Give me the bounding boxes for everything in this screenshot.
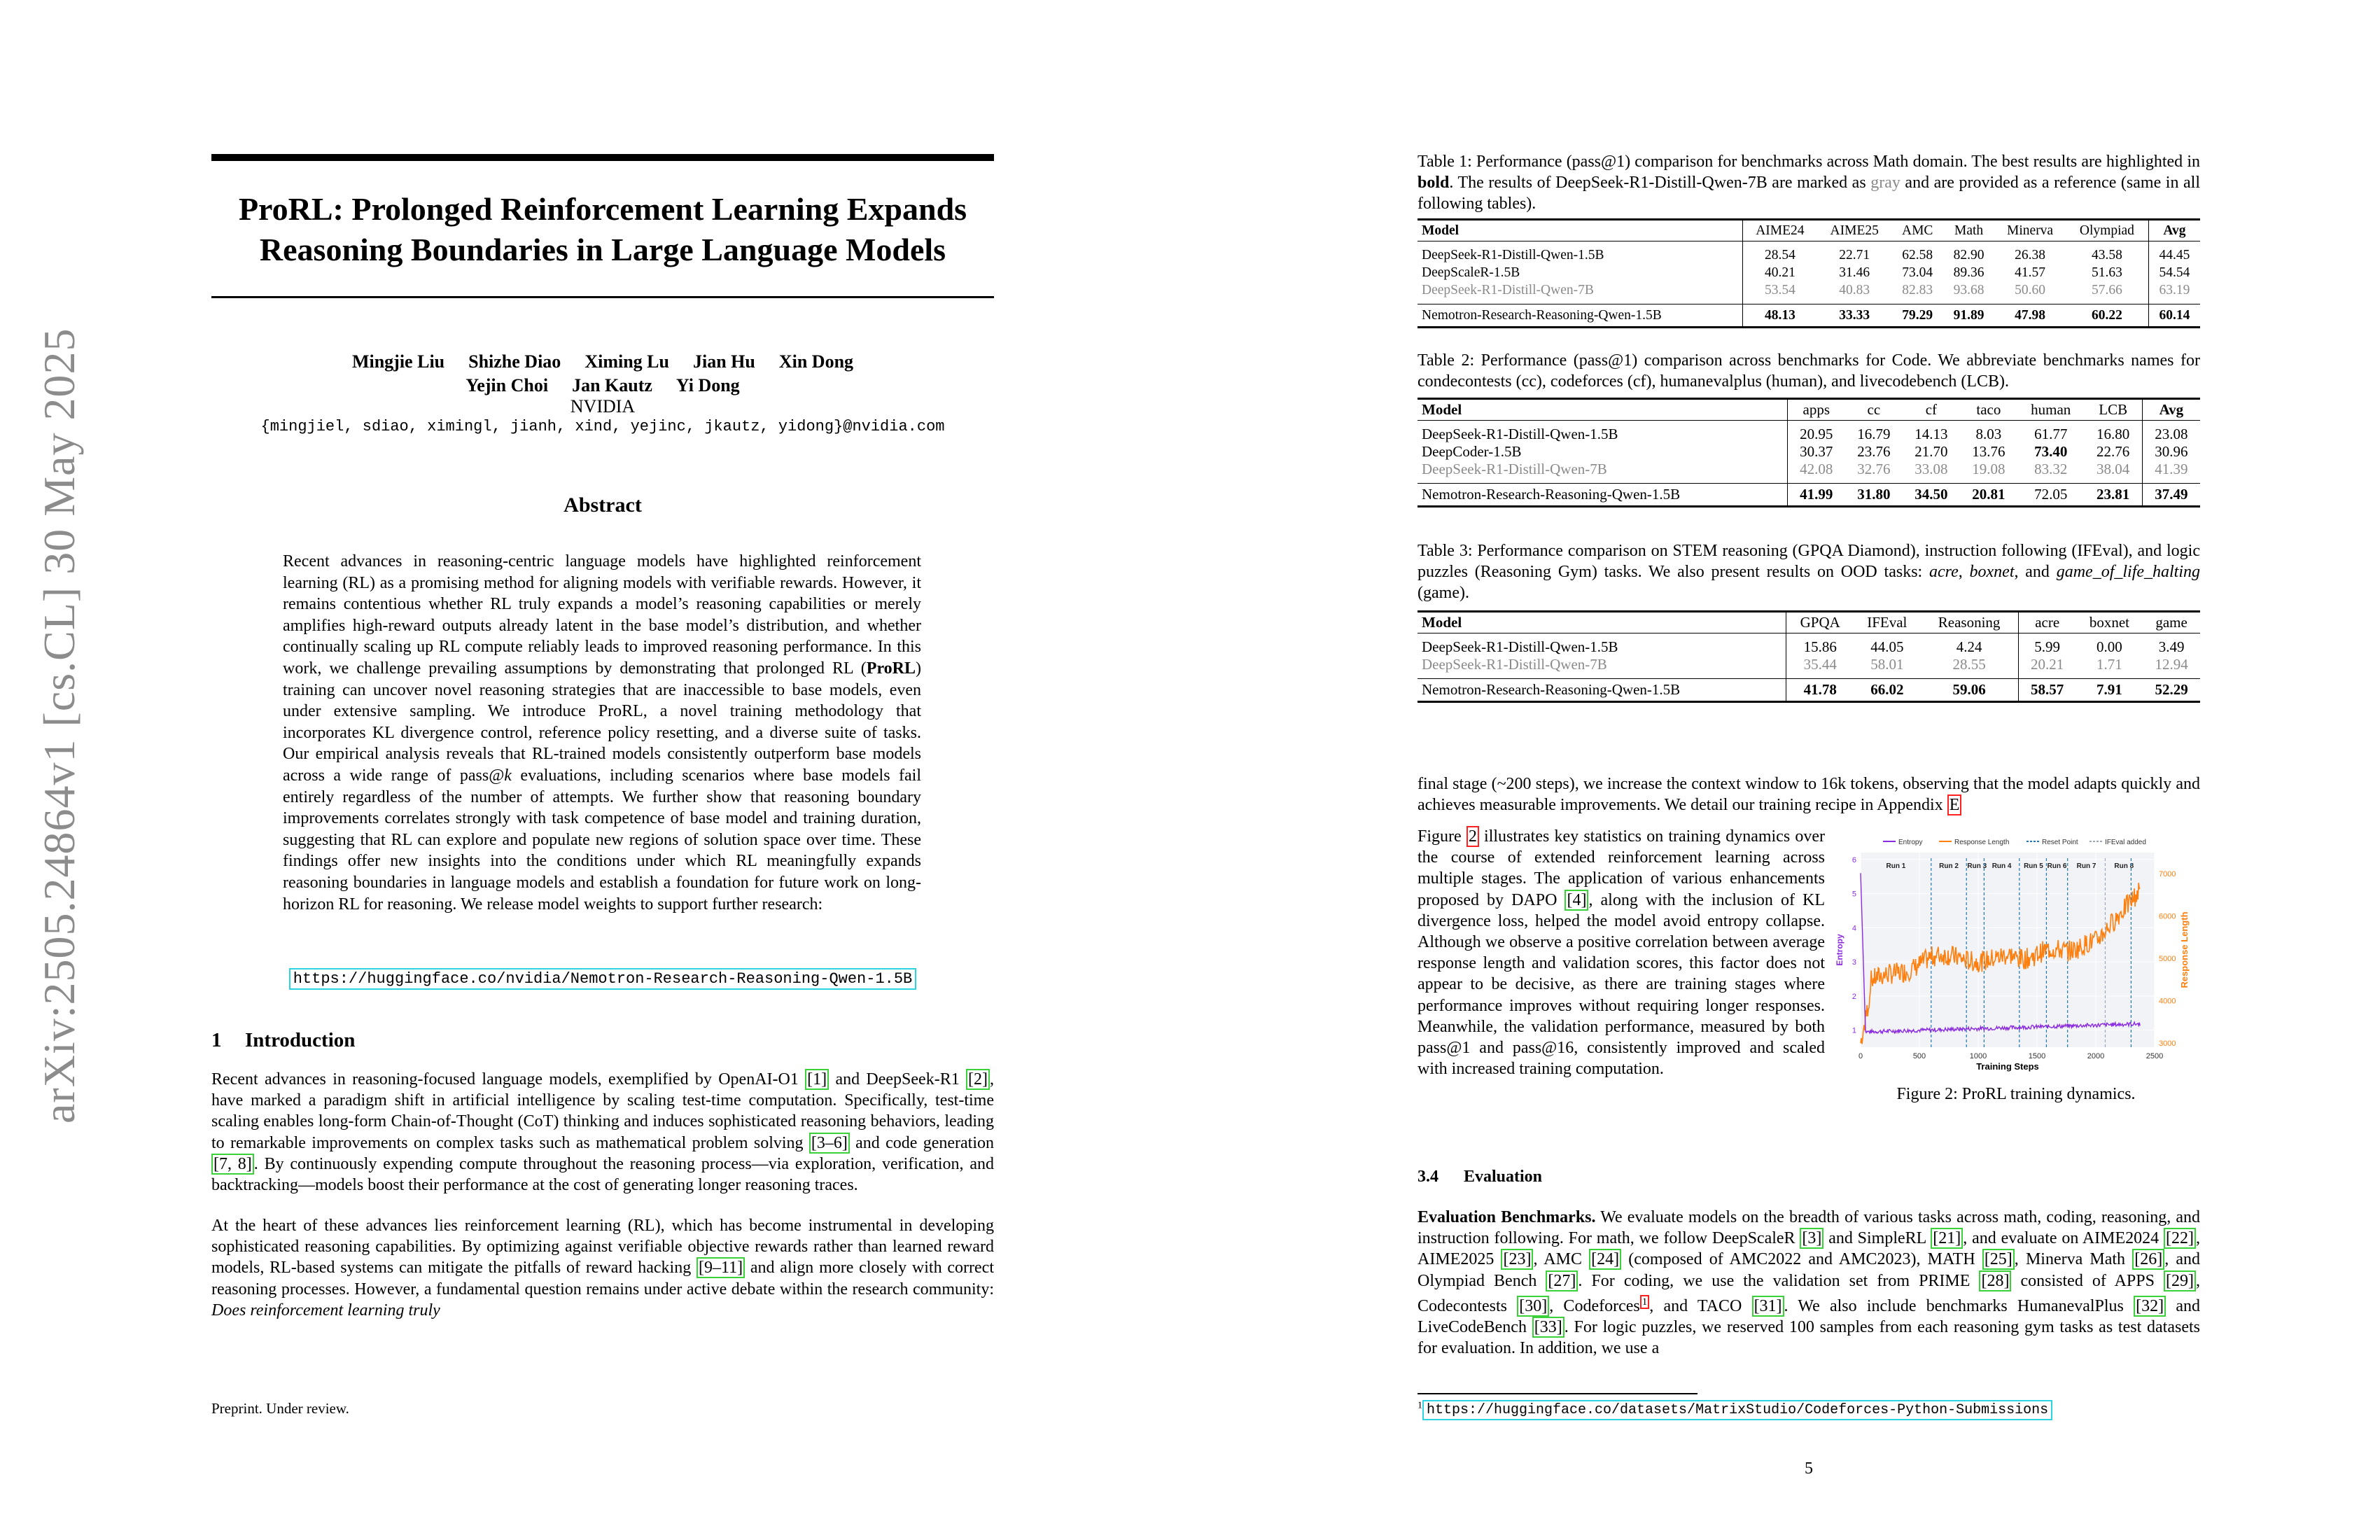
table-cell: 20.81 <box>1972 486 2005 503</box>
table-cell: 5.99 <box>2018 634 2076 657</box>
table-header-cell: game <box>2155 614 2188 631</box>
table-cell: 50.60 <box>2015 283 2045 298</box>
right-y-tick-label: 3000 <box>2159 1039 2176 1048</box>
body-text: , AMC <box>1533 1250 1590 1269</box>
table-cell: DeepCoder-1.5B <box>1422 443 1522 460</box>
section-title: Introduction <box>245 1029 356 1051</box>
table-cell: 32.76 <box>1857 461 1891 477</box>
section-heading-introduction <box>211 1029 355 1052</box>
legend-label: Reset Point <box>2042 839 2078 846</box>
footnote-link[interactable]: 1 <box>1640 1295 1650 1309</box>
table-cell: 82.83 <box>1902 283 1933 298</box>
table-cell: 35.44 <box>1786 656 1854 679</box>
author-name: Yi Dong <box>676 375 740 396</box>
table-header-cell: GPQA <box>1786 612 1854 634</box>
left-y-tick-label: 5 <box>1851 890 1856 899</box>
table-cell: 42.08 <box>1787 461 1845 484</box>
citation-link[interactable]: [32] <box>2134 1296 2166 1317</box>
table-3-caption <box>1418 540 2200 603</box>
table-cell: 4.24 <box>1956 638 1982 655</box>
table-cell: 20.95 <box>1787 421 1845 444</box>
table-cell: 91.89 <box>1953 308 1984 323</box>
codeforces-dataset-link[interactable]: https://huggingface.co/datasets/MatrixStudio/Codeforces-Python-Submissions <box>1422 1400 2052 1420</box>
table-header-cell: Model <box>1422 223 1460 238</box>
table-cell: 60.14 <box>2148 304 2200 328</box>
abstract-k: k <box>504 766 512 785</box>
table-cell: 14.13 <box>1914 426 1948 442</box>
table-header-cell: Math <box>1954 223 1984 238</box>
table-row-ours <box>1418 679 2200 702</box>
table-cell: 73.40 <box>2034 443 2068 460</box>
caption-italic: boxnet <box>1969 563 2015 581</box>
table-cell: 66.02 <box>1870 681 1904 698</box>
table-cell: 13.76 <box>1972 443 2005 460</box>
table-row <box>1418 634 2200 657</box>
caption-text: , and <box>2014 563 2057 581</box>
table-cell: 22.71 <box>1839 248 1870 262</box>
table-row <box>1418 443 2200 461</box>
table-cell: 23.76 <box>1857 443 1891 460</box>
table-row-reference <box>1418 656 2200 679</box>
table-header-cell: Olympiad <box>2079 223 2134 238</box>
table-cell: 41.78 <box>1786 679 1854 702</box>
table-cell: 43.58 <box>2091 248 2122 262</box>
table-cell: 26.38 <box>2015 248 2045 262</box>
intro-paragraph-2 <box>211 1215 994 1321</box>
final-stage-paragraph <box>1418 774 2200 816</box>
author-row-2 <box>211 374 994 398</box>
body-text: , Codeforces <box>1549 1296 1640 1315</box>
citation-link[interactable]: [24] <box>1589 1249 1621 1270</box>
table-cell: 93.68 <box>1953 283 1984 298</box>
table-cell: 59.06 <box>1952 681 1986 698</box>
body-text: Figure <box>1418 827 1466 846</box>
intro-text: , have marked a paradigm shift in artificial intelligence by scaling test-time computation. Specifically, test-time scaling enables long-form Chain-of-Thought (CoT) thinking and induces sophisticated reasoning behaviors, leading to remarkable improvements on complex tasks such as mathematical problem solving <box>211 1070 994 1152</box>
table-cell: 40.21 <box>1742 264 1817 281</box>
table-cell: 23.08 <box>2142 421 2200 444</box>
table-header-cell: apps <box>1787 399 1845 421</box>
table-header-cell: Model <box>1422 401 1462 418</box>
table-cell: DeepSeek-R1-Distill-Qwen-7B <box>1422 656 1607 673</box>
author-name: Xin Dong <box>778 351 854 372</box>
table-cell: 58.57 <box>2018 679 2076 702</box>
figure-link[interactable]: 2 <box>1466 826 1479 847</box>
table-cell: 61.77 <box>2034 426 2068 442</box>
table-cell: Nemotron-Research-Reasoning-Qwen-1.5B <box>1422 486 1681 503</box>
table-header-row <box>1418 612 2200 634</box>
page-number: 5 <box>1805 1460 1813 1478</box>
table-cell: 41.39 <box>2142 461 2200 484</box>
author-emails: {mingjiel, sdiao, ximingl, jianh, xind, yejinc, jkautz, yidong}@nvidia.com <box>260 418 945 435</box>
caption-text: Table 1: Performance (pass@1) comparison for benchmarks across Math domain. The best results are highlighted in <box>1418 153 2200 171</box>
body-text: final stage (~200 steps), we increase the context window to 16k tokens, observing that the model adapts quickly and achieves measurable improvements. We detail our training recipe in Appendix <box>1418 775 2200 815</box>
body-text: and SimpleRL <box>1823 1229 1931 1248</box>
author-name: Ximing Lu <box>584 351 669 372</box>
intro-text: At the heart of these advances lies reinforcement learning (RL), which has become instrumental in developing sophisticated reasoning capabilities. By optimizing against verifiable objective rewards rather than learned reward models, RL-based systems can mitigate the pitfalls of reward hacking <box>211 1217 994 1278</box>
table-header-cell: Minerva <box>2007 223 2054 238</box>
paper-title <box>211 189 994 270</box>
left-y-tick-label: 2 <box>1851 992 1856 1001</box>
body-text: , Minerva Math <box>2014 1250 2133 1269</box>
table-cell: 1.71 <box>2096 656 2122 673</box>
table-cell: 20.21 <box>2018 656 2076 679</box>
subsection-title: Evaluation <box>1464 1168 1543 1186</box>
body-text: . For coding, we use the validation set from PRIME <box>1578 1271 1980 1290</box>
table-2-caption: Table 2: Performance (pass@1) comparison across benchmarks for Code. We abbreviate benchmarks names for condecontests (cc), codeforces (cf), humanevalplus (human), and livecodebench (LCB). <box>1418 351 2200 391</box>
body-text: consisted of APPS <box>2011 1271 2164 1290</box>
abstract-prorl-bold: ProRL <box>866 659 916 678</box>
author-name: Jan Kautz <box>572 375 652 396</box>
x-tick-label: 1500 <box>2028 1052 2046 1060</box>
left-y-tick-label: 6 <box>1851 855 1856 864</box>
table-cell: 57.66 <box>2091 283 2122 298</box>
caption-text: (game). <box>1418 584 1469 602</box>
legend-label: Response Length <box>1954 839 2010 846</box>
table-cell: 16.80 <box>2096 426 2130 442</box>
table-cell: 16.79 <box>1857 426 1891 442</box>
figure-2-training-dynamics <box>1834 833 2198 1082</box>
table-header-cell: IFEval <box>1867 614 1907 631</box>
intro-text: and DeepSeek-R1 <box>829 1070 967 1088</box>
abstract-body <box>283 551 921 915</box>
table-cell: 47.98 <box>2015 308 2045 323</box>
title-line-2: Reasoning Boundaries in Large Language Models <box>259 232 946 267</box>
evaluation-paragraph <box>1418 1207 2200 1359</box>
title-line-1: ProRL: Prolonged Reinforcement Learning Expands <box>238 191 967 227</box>
caption-gray: gray <box>1870 174 1900 192</box>
citation-link[interactable]: [21] <box>1931 1228 1963 1249</box>
x-axis-ticks <box>1858 1052 2163 1060</box>
caption-text: and are provided as a reference (same in all following tables). <box>1418 174 2200 213</box>
table-cell: 79.29 <box>1902 308 1933 323</box>
table-row-reference <box>1418 281 2200 304</box>
caption-text: , <box>1958 563 1970 581</box>
table-cell: 0.00 <box>2096 638 2122 655</box>
run-label: Run 2 <box>1939 862 1959 870</box>
table-header-cell: acre <box>2018 612 2076 634</box>
x-tick-label: 0 <box>1858 1052 1863 1060</box>
intro-text: and code generation <box>849 1133 994 1152</box>
author-name: Shizhe Diao <box>468 351 561 372</box>
table-cell: 15.86 <box>1786 634 1854 657</box>
table-header-cell: cf <box>1925 401 1938 418</box>
subsection-heading-evaluation <box>1418 1168 1542 1186</box>
run-label: Run 5 <box>2024 862 2043 870</box>
table-cell: DeepScaleR-1.5B <box>1422 265 1520 280</box>
table-cell: DeepSeek-R1-Distill-Qwen-1.5B <box>1422 638 1618 655</box>
left-y-axis-label: Entropy <box>1835 934 1844 966</box>
abstract-text: evaluations, including scenarios where base models fail entirely regardless of the number of attempts. We further show that reasoning boundary improvements correlates strongly with task competence of base model and training duration, suggesting that RL can explore and populate new regions of solution space over time. These findings offer new insights into the conditions under which RL meaningfully expands reasoning boundaries in language models and establish a foundation for future work on long-horizon RL for reasoning. We release model weights to support further research: <box>283 766 921 913</box>
table-cell: 82.90 <box>1953 248 1984 262</box>
x-tick-label: 2500 <box>2146 1052 2164 1060</box>
citation-link[interactable]: [31] <box>1752 1296 1784 1317</box>
table-cell: 44.45 <box>2148 241 2200 265</box>
model-link-wrapper <box>211 968 994 990</box>
table-cell: 30.96 <box>2142 443 2200 461</box>
intro-italic-question: Does reinforcement learning truly <box>211 1301 440 1320</box>
right-y-tick-label: 5000 <box>2159 955 2176 964</box>
footnote-1 <box>1418 1400 2052 1420</box>
title-top-rule <box>211 154 994 161</box>
table-header-row <box>1418 399 2200 421</box>
table-1-caption <box>1418 151 2200 214</box>
training-dynamics-paragraph <box>1418 826 1825 1079</box>
table-cell: 31.46 <box>1839 265 1870 280</box>
table-cell: 28.55 <box>1952 656 1986 673</box>
table-cell: Nemotron-Research-Reasoning-Qwen-1.5B <box>1422 681 1681 698</box>
table-cell: 52.29 <box>2155 681 2188 698</box>
legend-label: IFEval added <box>2105 839 2146 846</box>
table-header-cell: Avg <box>2142 399 2200 421</box>
appendix-link[interactable]: E <box>1947 794 1962 816</box>
body-text: , and evaluate on AIME2024 <box>1963 1229 2164 1248</box>
abstract-text: Recent advances in reasoning-centric language models have highlighted reinforcement learning (RL) as a promising method for aligning models with verifiable rewards. However, it remains contentious whether RL truly expands a model’s reasoning capabilities or merely amplifies high-reward outputs already latent in the base model’s distribution, and whether continually scaling up RL compute reliably leads to improved reasoning performance. In this work, we challenge prevailing assumptions by demonstrating that prolonged RL ( <box>283 552 921 678</box>
table-cell: 73.04 <box>1902 265 1933 280</box>
table-header-cell: taco <box>1976 401 2001 418</box>
citation-link[interactable]: [23] <box>1501 1249 1533 1270</box>
intro-text: . By continuously expending compute throughout the reasoning process—via exploration, verification, and backtracking—models boost their performance at the cost of generating longer reasoning traces. <box>211 1154 995 1195</box>
table-cell: 54.54 <box>2148 264 2200 281</box>
citation-link[interactable]: [7, 8] <box>211 1154 254 1175</box>
table-header-cell: Model <box>1422 614 1462 631</box>
table-header-cell: AMC <box>1901 223 1933 238</box>
body-text: . For logic puzzles, we reserved 100 samples from each reasoning gym tasks as test datasets for evaluation. In addition, we use a <box>1418 1318 2201 1358</box>
body-text: (composed of AMC2022 and AMC2023), MATH <box>1621 1250 1982 1269</box>
run-label: Run 8 <box>2114 862 2134 870</box>
run-label: Run 4 <box>1991 862 2012 870</box>
table-cell: 12.94 <box>2155 656 2188 673</box>
subsection-number: 3.4 <box>1418 1168 1438 1186</box>
footnote-rule <box>1418 1393 1698 1394</box>
table-cell: 41.57 <box>2015 265 2045 280</box>
table-cell: 48.13 <box>1742 304 1817 328</box>
figure-2-caption: Figure 2: ProRL training dynamics. <box>1896 1085 2136 1103</box>
left-y-tick-label: 4 <box>1851 924 1856 933</box>
author-name: Mingjie Liu <box>351 351 445 372</box>
citation-link[interactable]: [27] <box>1546 1270 1578 1292</box>
table-header-cell: LCB <box>2099 401 2128 418</box>
right-y-axis-label: Response Length <box>2179 911 2190 988</box>
body-text: illustrates key statistics on training dynamics over the course of extended reinforcement learning across multiple stages. The application of various enhancements proposed by DAPO <box>1418 827 1825 909</box>
table-cell: 7.91 <box>2096 681 2122 698</box>
intro-text: Recent advances in reasoning-focused language models, exemplified by OpenAI-O1 <box>211 1070 806 1088</box>
model-weights-link[interactable]: https://huggingface.co/nvidia/Nemotron-Research-Reasoning-Qwen-1.5B <box>289 968 917 990</box>
table-2-code <box>1418 398 2200 507</box>
table-row-ours <box>1418 304 2200 328</box>
affiliation: NVIDIA <box>570 396 636 416</box>
intro-text: and align more closely with correct reasoning processes. However, a fundamental question remains under active debate within the research community: <box>211 1259 994 1298</box>
section-number: 1 <box>211 1029 222 1051</box>
citation-link[interactable]: [4] <box>1564 890 1588 911</box>
table-cell: 40.83 <box>1839 283 1870 298</box>
author-name: Yejin Choi <box>465 375 549 396</box>
preprint-footer: Preprint. Under review. <box>211 1400 349 1417</box>
body-text: , along with the inclusion of KL divergence loss, helped the model avoid entropy collapse. Although we observe a positive correlation between average response length and validation scores, this factor does not appear to be decisive, as there are training stages where performance improves without requiring longer responses. Meanwhile, the validation performance, measured by both pass@1 and pass@16, consistently improved and scaled with increased training computation. <box>1418 890 1826 1079</box>
run-label: Run 3 <box>1967 862 1987 870</box>
citation-link[interactable]: [3] <box>1800 1228 1823 1249</box>
table-cell: 72.05 <box>2034 486 2068 503</box>
caption-italic: acre <box>1928 563 1959 581</box>
table-header-cell: AIME24 <box>1742 220 1817 241</box>
legend-label: Entropy <box>1898 839 1923 846</box>
citation-link[interactable]: [2] <box>966 1069 990 1090</box>
paragraph-lead: Evaluation Benchmarks. <box>1418 1208 1596 1226</box>
citation-link[interactable]: [25] <box>1982 1249 2015 1270</box>
table-cell: 19.08 <box>1972 461 2005 477</box>
table-header-cell: AIME25 <box>1830 223 1879 238</box>
table-cell: 37.49 <box>2142 484 2200 507</box>
abstract-heading: Abstract <box>564 493 642 517</box>
table-cell: DeepSeek-R1-Distill-Qwen-7B <box>1422 283 1594 298</box>
table-cell: 22.76 <box>2096 443 2130 460</box>
right-y-tick-label: 4000 <box>2159 997 2176 1006</box>
arxiv-stamp[interactable]: arXiv:2505.24864v1 [cs.CL] 30 May 2025 <box>34 328 84 1124</box>
table-cell: 31.80 <box>1857 486 1891 503</box>
body-text: , and Olympiad Bench <box>1418 1250 2201 1290</box>
table-cell: 34.50 <box>1914 486 1948 503</box>
table-header-cell: Reasoning <box>1938 614 2001 631</box>
table-header-cell: Avg <box>2148 220 2200 241</box>
table-1-math <box>1418 218 2200 328</box>
table-cell: 63.19 <box>2148 281 2200 304</box>
x-tick-label: 2000 <box>2087 1052 2105 1060</box>
caption-bold: bold <box>1418 174 1450 192</box>
abstract-text: ) training can uncover novel reasoning strategies that are inaccessible to base models, even under extensive sampling. We introduce ProRL, a novel training methodology that incorporates KL divergence control, reference policy resetting, and a diverse suite of tasks. Our empirical analysis reveals that RL-trained models consistently outperform base models across a wide range of pass@ <box>283 659 921 785</box>
table-cell: 8.03 <box>1975 426 2002 442</box>
table-row <box>1418 421 2200 444</box>
right-y-tick-label: 7000 <box>2159 870 2176 879</box>
x-tick-label: 500 <box>1912 1052 1926 1060</box>
run-label: Run 6 <box>2047 862 2067 870</box>
table-cell: 3.49 <box>2158 638 2185 655</box>
table-cell: Nemotron-Research-Reasoning-Qwen-1.5B <box>1422 308 1662 323</box>
body-text: , AIME2025 <box>1418 1229 2200 1269</box>
figure-legend <box>1883 839 2146 846</box>
caption-text: Table 3: Performance comparison on STEM reasoning (GPQA Diamond), instruction following (IFEval), and logic puzzles (Reasoning Gym) tasks. We also present results on OOD tasks: <box>1418 542 2200 581</box>
left-y-axis-ticks <box>1852 856 1856 1035</box>
plot-area <box>1861 853 2155 1047</box>
table-cell: 51.63 <box>2091 265 2122 280</box>
author-name: Jian Hu <box>692 351 755 372</box>
table-row-ours <box>1418 484 2200 507</box>
table-cell: 21.70 <box>1914 443 1948 460</box>
table-3-stem <box>1418 610 2200 703</box>
body-text: , Codecontests <box>1418 1271 2200 1315</box>
right-y-tick-label: 6000 <box>2159 912 2176 921</box>
table-cell: 33.33 <box>1839 308 1870 323</box>
citation-link[interactable]: [30] <box>1517 1296 1549 1317</box>
citation-link[interactable]: [3–6] <box>809 1133 850 1154</box>
footnote-mark: 1 <box>1418 1400 1422 1411</box>
intro-paragraph-1 <box>211 1069 994 1196</box>
table-row-reference <box>1418 461 2200 484</box>
citation-link[interactable]: [1] <box>805 1069 829 1090</box>
author-list <box>211 350 994 398</box>
table-cell: 53.54 <box>1742 281 1817 304</box>
x-axis-label: Training Steps <box>1976 1061 2039 1072</box>
table-cell: 83.32 <box>2034 461 2068 477</box>
author-row-1 <box>211 350 994 374</box>
table-cell: 33.08 <box>1914 461 1948 477</box>
table-cell: 44.05 <box>1870 638 1904 655</box>
table-cell: 38.04 <box>2096 461 2130 477</box>
table-cell: 30.37 <box>1787 443 1845 461</box>
table-cell: 28.54 <box>1742 241 1817 265</box>
x-tick-label: 1000 <box>1969 1052 1987 1060</box>
table-cell: 41.99 <box>1787 484 1845 507</box>
citation-link[interactable]: [28] <box>1979 1270 2011 1292</box>
table-cell: 62.58 <box>1902 248 1933 262</box>
right-y-axis-ticks <box>2159 870 2176 1048</box>
left-y-tick-label: 3 <box>1851 958 1856 967</box>
table-cell: 58.01 <box>1870 656 1904 673</box>
citation-link[interactable]: [33] <box>1532 1317 1564 1338</box>
table-cell: 89.36 <box>1953 265 1984 280</box>
table-header-cell: human <box>2031 401 2071 418</box>
body-text: . We also include benchmarks HumanevalPlus <box>1784 1296 2134 1315</box>
body-text: , and TACO <box>1649 1296 1752 1315</box>
caption-text: . The results of DeepSeek-R1-Distill-Qwen-7B are marked as <box>1449 174 1871 192</box>
run-label: Run 7 <box>2076 862 2096 870</box>
citation-link[interactable]: [22] <box>2164 1228 2196 1249</box>
table-header-cell: boxnet <box>2089 614 2129 631</box>
body-text: and LiveCodeBench <box>1418 1296 2200 1337</box>
left-y-tick-label: 1 <box>1851 1026 1856 1035</box>
citation-link[interactable]: [9–11] <box>696 1257 745 1278</box>
table-header-cell: cc <box>1867 401 1881 418</box>
citation-link[interactable]: [26] <box>2132 1249 2164 1270</box>
title-bottom-rule <box>211 296 994 298</box>
table-cell: DeepSeek-R1-Distill-Qwen-1.5B <box>1422 248 1604 262</box>
citation-link[interactable]: [29] <box>2164 1270 2196 1292</box>
run-label: Run 1 <box>1886 862 1906 870</box>
table-row <box>1418 241 2200 265</box>
body-text: We evaluate models on the breadth of various tasks across math, coding, reasoning, and instruction following. For math, we follow DeepScaleR <box>1418 1208 2200 1248</box>
caption-italic: game_of_life_halting <box>2056 563 2201 581</box>
table-row <box>1418 264 2200 281</box>
table-header-row <box>1418 220 2200 241</box>
table-cell: DeepSeek-R1-Distill-Qwen-1.5B <box>1422 426 1618 442</box>
table-cell: 23.81 <box>2096 486 2130 503</box>
table-cell: 60.22 <box>2091 308 2122 323</box>
table-cell: DeepSeek-R1-Distill-Qwen-7B <box>1422 461 1607 477</box>
